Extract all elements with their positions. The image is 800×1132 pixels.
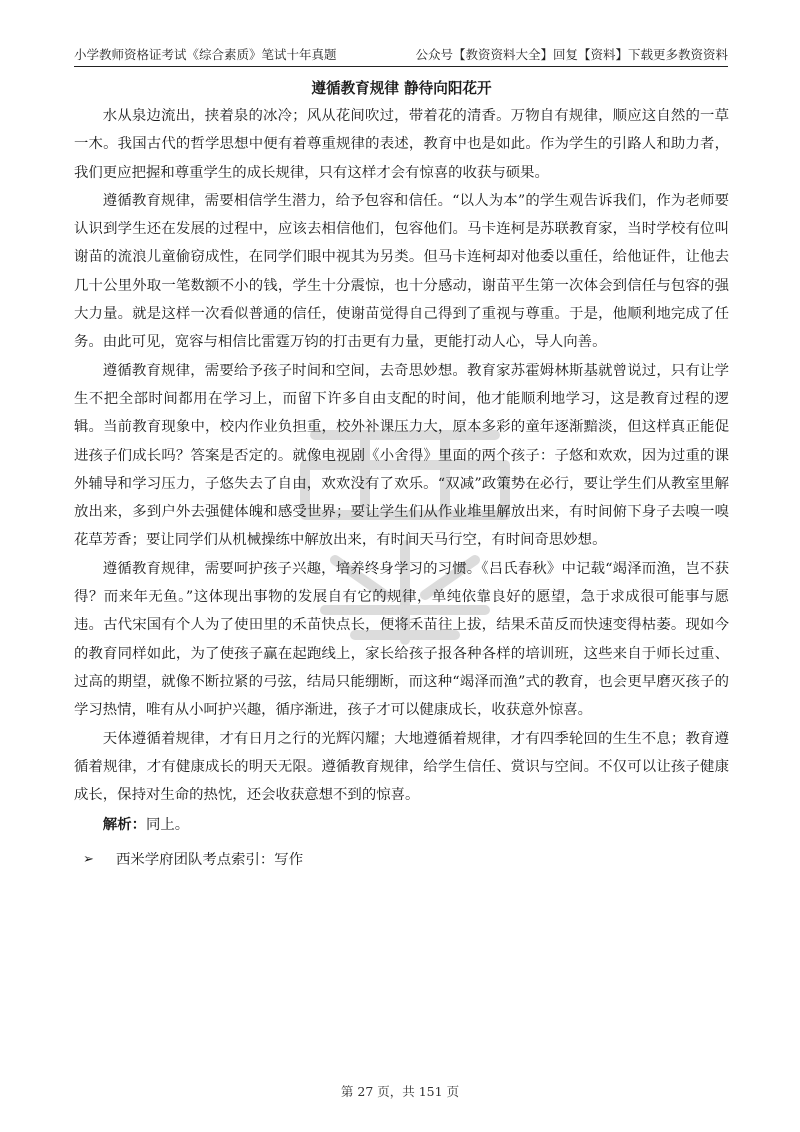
article-paragraph-3: 遵循教育规律，需要给予孩子时间和空间，去奇思妙想。教育家苏霍姆林斯基就曾说过，只有让学生不把全部时间都用在学习上，而留下许多自由支配的时间，他才能顺利地学习，这是教育过程的逻辑。当前教育现象中，校内作业负担重，校外补课压力大，原本多彩的童年逐渐黯淡，但这样真正能促进孩子们成长吗？答案是否定的。就像电视剧《小舍得》里面的两个孩子：子悠和欢欢，因为过重的课外辅导和学习压力，子悠失去了自由，欢欢没有了欢乐。“双减”政策势在必行，要让学生们从教室里解放出来，多到户外去强健体魄和感受世界；要让学生们从作业堆里解放出来，有时间俯下身子去嗅一嗅花草芳香；要让同学们从机械操练中解放出来，有时间天马行空，有时间奇思妙想。 xyxy=(74,362,729,549)
article-paragraph-2: 遵循教育规律，需要相信学生潜力，给予包容和信任。“以人为本”的学生观告诉我们，作为老师要认识到学生还在发展的过程中，应该去相信他们，包容他们。马卡连柯是苏联教育家，当时学校有位叫谢苗的流浪儿童偷窃成性，在同学们眼中视其为另类。但马卡连柯却对他委以重任，给他证件，让他去几十公里外取一笔数额不小的钱，学生十分震惊，也十分感动，谢苗平生第一次体会到信任与包容的强大力量。就是这样一次看似普通的信任，使谢苗觉得自己得到了重视与尊重。于是，他顺利地完成了任务。由此可见，宽容与相信比雷霆万钧的打击更有力量，更能打动人心，导人向善。 xyxy=(74,192,729,351)
page-header xyxy=(74,44,728,67)
header-right-promo: 公众号【教资资料大全】回复【资料】下载更多教资资料 xyxy=(415,47,728,62)
article-paragraph-5: 天体遵循着规律，才有日月之行的光辉闪耀；大地遵循着规律，才有四季轮回的生生不息；教育遵循着规律，才有健康成长的明天无限。遵循教育规律，给学生信任、赏识与空间。不仅可以让孩子健康成长，保持对生命的热忱，还会收获意想不到的惊喜。 xyxy=(74,730,729,804)
exam-point-index xyxy=(74,846,729,874)
analysis-line xyxy=(74,811,729,839)
article-paragraph-1: 水从泉边流出，挟着泉的冰冷；风从花间吹过，带着花的清香。万物自有规律，顺应这自然的一草一木。我国古代的哲学思想中便有着尊重规律的表述，教育中也是如此。作为学生的引路人和助力者，我们更应把握和尊重学生的成长规律，只有这样才会有惊喜的收获与硕果。 xyxy=(74,108,729,181)
article-paragraph-4: 遵循教育规律，需要呵护孩子兴趣，培养终身学习的习惯。《吕氏春秋》中记载“竭泽而渔，岂不获得？而来年无鱼。”这体现出事物的发展自有它的规律，单纯依靠良好的愿望，急于求成很可能事与愿违。古代宋国有个人为了使田里的禾苗快点长，便将禾苗往上拔，结果禾苗反而快速变得枯萎。现如今的教育同样如此，为了使孩子赢在起跑线上，家长给孩子报各种各样的培训班，这些来自于师长过重、过高的期望，就像不断拉紧的弓弦，结局只能绷断，而这种“竭泽而渔”式的教育，也会更早磨灭孩子的学习热情，唯有从小呵护兴趣，循序渐进，孩子才可以健康成长，收获意外惊喜。 xyxy=(74,560,729,719)
article-title: 遵循教育规律 静待向阳花开 xyxy=(311,80,492,97)
page-number: 第 27 页，共 151 页 xyxy=(340,1084,460,1099)
arrow-right-icon: ➢ xyxy=(83,851,94,867)
header-left-title: 小学教师资格证考试《综合素质》笔试十年真题 xyxy=(74,47,337,62)
analysis-label: 解析： xyxy=(102,816,146,834)
exam-point-text: 西米学府团队考点索引：写作 xyxy=(116,851,304,868)
article-body xyxy=(74,76,729,874)
analysis-text: 同上。 xyxy=(145,817,190,834)
